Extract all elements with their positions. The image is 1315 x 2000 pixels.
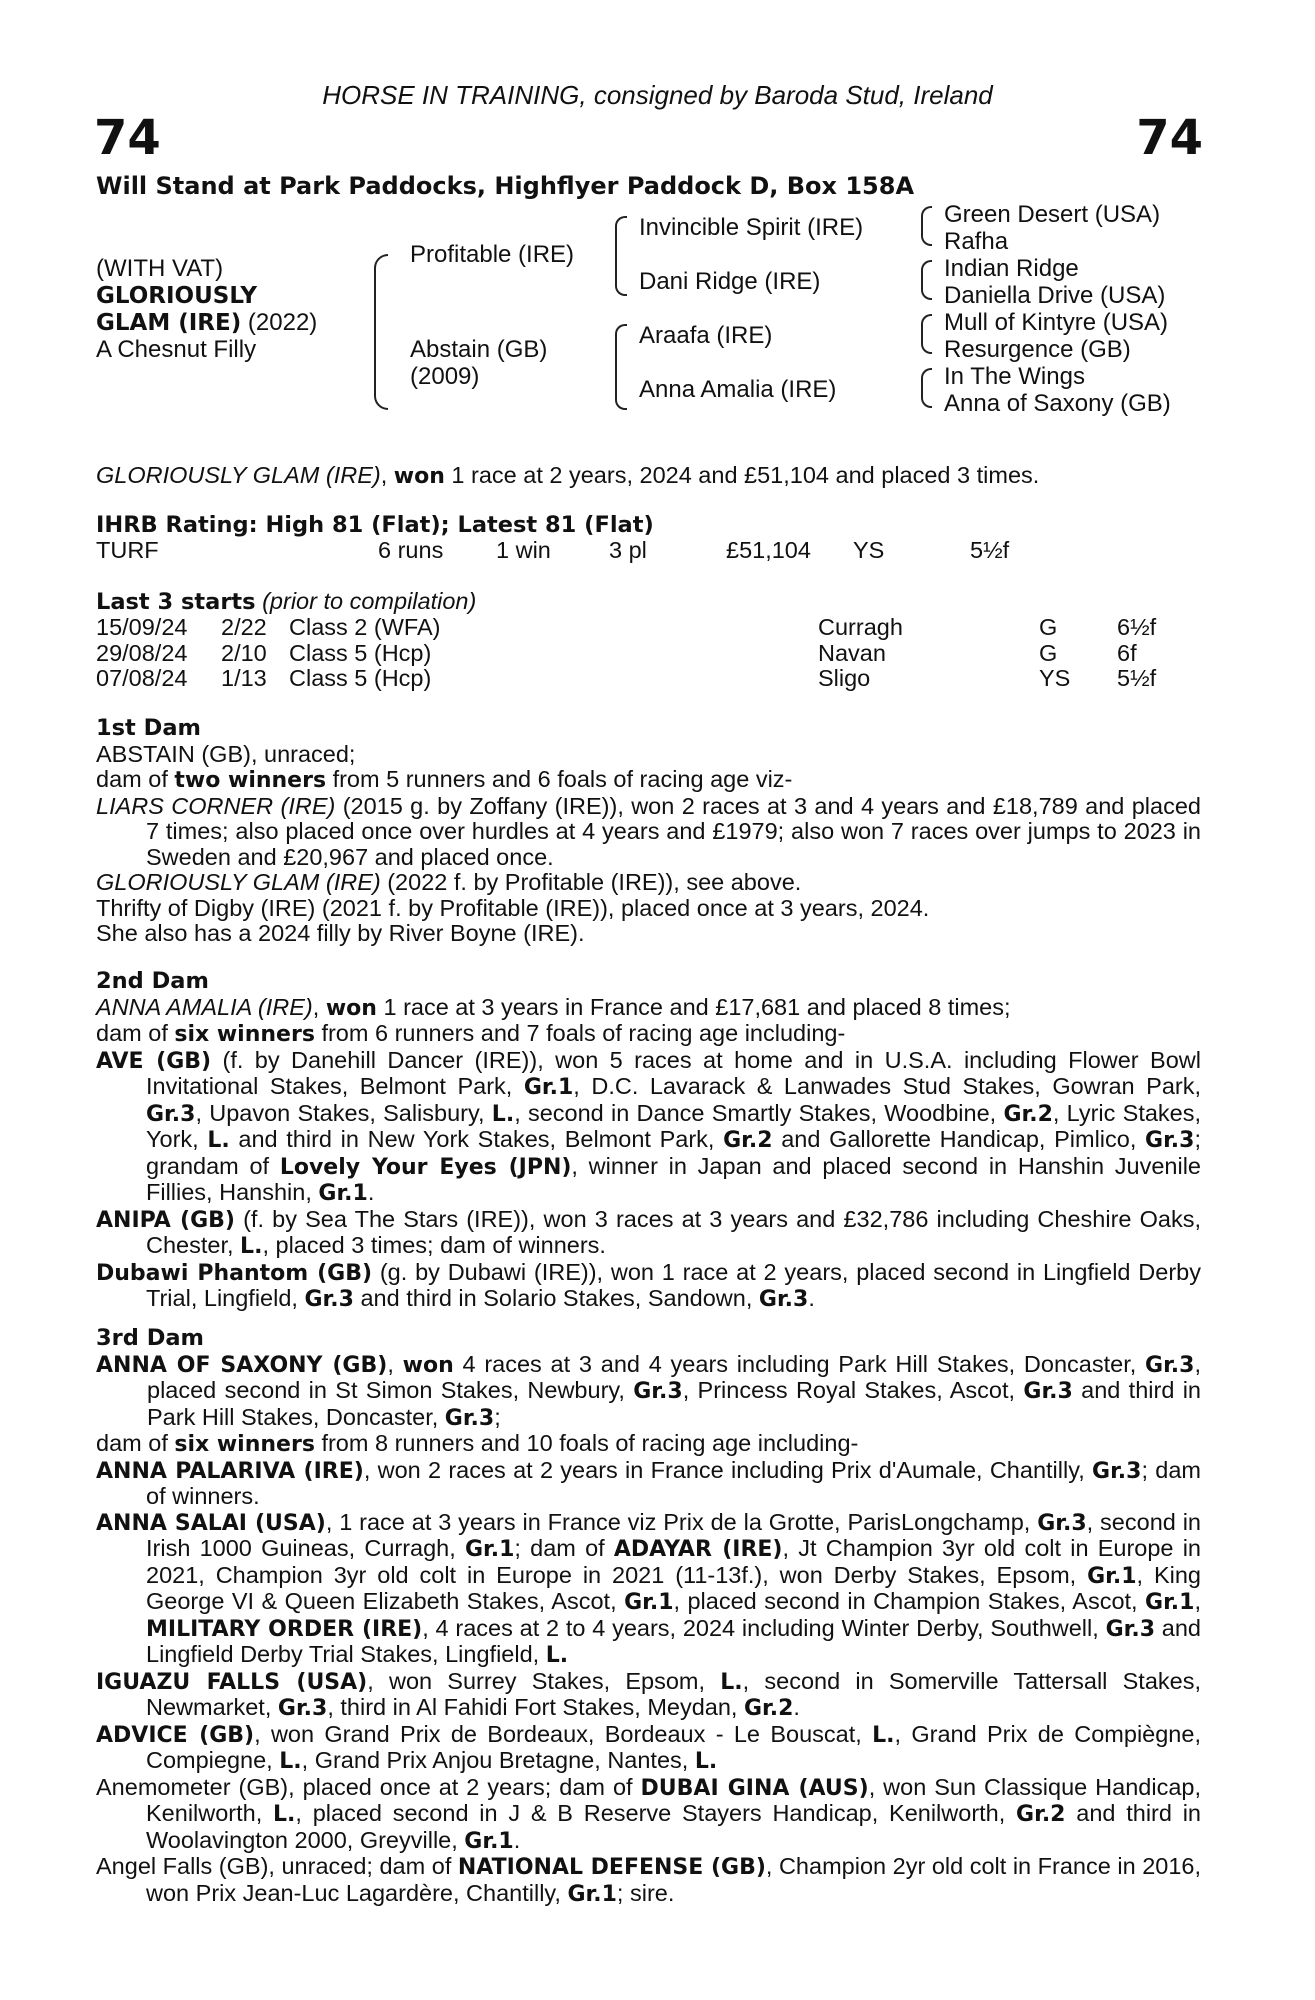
start-going: G [1039, 614, 1058, 640]
start-course: Navan [818, 639, 886, 666]
text: , Champion 2yr old colt in France in 2016, won Prix Jean-Luc Lagardère, Chantilly, [146, 1853, 1201, 1906]
third-dam-entry-advice [96, 1722, 1201, 1775]
start-cls: Class 5 (Hcp) [289, 639, 432, 666]
text: , [1194, 1588, 1201, 1614]
text: , placed second in Champion Stakes, Ascot, [673, 1588, 1146, 1614]
text: and third in Solario Stakes, Sandown, [353, 1285, 759, 1311]
pedigree-gen3-4: Anna Amalia (IRE) [639, 376, 837, 403]
text: . [513, 1826, 521, 1853]
summary-won: won [393, 464, 445, 489]
progeny-name: GLORIOUSLY GLAM (IRE) [96, 869, 381, 895]
last-starts-title [96, 589, 476, 616]
grade: L. [279, 1749, 302, 1774]
text: and Gallorette Handicap, Pimlico, [772, 1126, 1146, 1152]
pedigree-brace-main [374, 254, 388, 410]
grade: Gr.3 [758, 1287, 809, 1312]
start-pos: 2/22 [221, 614, 267, 640]
second-dam-line1 [96, 995, 1201, 1022]
text: dam of [96, 1020, 175, 1046]
second-dam-entry-ave [96, 1048, 1201, 1207]
start-dist: 6f [1117, 639, 1137, 666]
grade: Gr.3 [146, 1101, 196, 1127]
winners-count: six winners [174, 1432, 315, 1457]
text: , Grand Prix de Compiègne, Compiegne, [146, 1720, 1201, 1773]
notable-offspring: DUBAI GINA (AUS) [640, 1775, 869, 1801]
second-dam-entry-dubawi [96, 1260, 1201, 1313]
horse-name-line2: GLAM (IRE) [96, 310, 242, 336]
text: , Lyric Stakes, York, [146, 1099, 1202, 1152]
text: 1 race at 3 years in France and £17,681 and placed 8 times; [376, 993, 1011, 1020]
dam-name: ANNA AMALIA (IRE) [96, 993, 313, 1020]
text: , second in Somerville Tattersall Stakes, Newmarket, [146, 1667, 1201, 1720]
progeny-name: ADVICE (GB) [96, 1722, 255, 1748]
first-dam-entry-1 [96, 794, 1201, 871]
pedigree-brace-sire [615, 216, 627, 296]
text: from 8 runners and 10 foals of racing age including- [314, 1430, 859, 1456]
progeny-name: IGUAZU FALLS (USA) [96, 1669, 368, 1695]
grade: L. [872, 1722, 895, 1748]
text: dam of [96, 766, 175, 792]
third-dam-line2 [96, 1431, 1201, 1458]
rating-placed: 3 pl [609, 537, 647, 563]
text: (g. by Dubawi (IRE)), won 1 race at 2 years, placed second in Lingfield Derby Trial, Lingfield, [146, 1258, 1201, 1311]
grade: Gr.3 [1023, 1379, 1073, 1404]
start-cls: Class 2 (WFA) [289, 614, 441, 640]
first-dam-footer: She also has a 2024 filly by River Boyne (IRE). [96, 920, 585, 946]
start-dist: 6½f [1117, 614, 1157, 640]
grade: Gr.3 [633, 1379, 683, 1404]
horse-description: A Chesnut Filly [96, 336, 257, 363]
start-course: Sligo [818, 665, 871, 691]
start-pos: 2/10 [221, 639, 267, 666]
text: ; dam of winners. [146, 1456, 1201, 1509]
rating-going: YS [853, 537, 885, 563]
third-dam-entry-angel-falls [96, 1854, 1201, 1907]
lot-number-left: 74 [94, 110, 161, 166]
start-date: 29/08/24 [96, 639, 188, 666]
first-dam-heading: 1st Dam [96, 715, 201, 741]
pedigree-gen4-5: Mull of Kintyre (USA) [944, 309, 1169, 336]
pedigree-gen4-4: Daniella Drive (USA) [944, 282, 1166, 309]
text: 4 races at 3 and 4 years including Park Hill Stakes, Doncaster, [453, 1350, 1146, 1377]
start-going: G [1039, 639, 1058, 666]
progeny-name: ANNA SALAI (USA) [96, 1510, 326, 1536]
start-pos: 1/13 [221, 665, 267, 691]
first-dam-line1: ABSTAIN (GB), unraced; [96, 740, 356, 767]
text: . [367, 1179, 375, 1205]
notable-offspring: Lovely Your Eyes (JPN) [279, 1154, 572, 1180]
pedigree-gen4-6: Resurgence (GB) [944, 336, 1131, 363]
grade: L. [545, 1643, 569, 1668]
grade: Gr.2 [723, 1128, 773, 1153]
text: , placed second in St Simon Stakes, Newbury, [147, 1350, 1201, 1403]
pedigree-sire: Profitable (IRE) [410, 241, 575, 268]
text: dam of [96, 1430, 175, 1456]
text: ; dam of [514, 1535, 614, 1561]
progeny-name: ANNA PALARIVA (IRE) [96, 1458, 364, 1484]
start-dist: 5½f [1117, 665, 1157, 691]
text: Anemometer (GB), placed once at 2 years; dam of [96, 1773, 641, 1800]
second-dam-heading: 2nd Dam [96, 968, 209, 994]
text: , King George VI & Queen Elizabeth Stakes, Ascot, [146, 1561, 1202, 1614]
text: and third in New York Stakes, Belmont Park, [229, 1126, 724, 1152]
progeny-text: (2015 g. by Zoffany (IRE)), won 2 races at 3 and 4 years and £18,789 and placed 7 times; also placed once over hurdles at 4 years and £1979; also won 7 races over jumps to 2023 in Sweden and £20,967 and placed once. [146, 792, 1201, 870]
text: , 1 race at 3 years in France viz Prix de la Grotte, ParisLongchamp, [325, 1508, 1038, 1535]
grade: Gr.3 [444, 1405, 495, 1431]
grade: L. [240, 1234, 263, 1259]
third-dam-entry-iguazu [96, 1669, 1201, 1722]
text: . [793, 1694, 800, 1720]
lot-number-right: 74 [1136, 110, 1203, 166]
text: , D.C. Lavarack & Lanwades Stud Stakes, Gowran Park, [573, 1073, 1201, 1099]
start-date: 15/09/24 [96, 614, 188, 640]
grade: L. [720, 1669, 743, 1695]
horse-vat: (WITH VAT) [96, 255, 224, 282]
grade: Gr.2 [1016, 1802, 1066, 1827]
text: ; [494, 1403, 501, 1430]
rating-wins: 1 win [496, 537, 551, 563]
pedigree-brace-g4-2 [921, 260, 932, 300]
text: ; sire. [616, 1879, 675, 1906]
grade: L. [207, 1128, 230, 1153]
text: , second in Irish 1000 Guineas, Curragh, [146, 1508, 1201, 1561]
horse-name-line1: GLORIOUSLY [96, 283, 258, 309]
progeny-text: (2022 f. by Profitable (IRE)), see above. [380, 869, 802, 895]
third-dam-entry-anemometer [96, 1775, 1201, 1855]
first-dam-section [96, 716, 1201, 947]
notable-offspring: ADAYAR (IRE) [613, 1537, 783, 1562]
pedigree-brace-g4-4 [921, 368, 932, 408]
second-dam-section [96, 969, 1201, 1313]
horse-year: (2022) [241, 309, 318, 336]
text: and Lingfield Derby Trial Stakes, Lingfield, [146, 1614, 1201, 1667]
grade: Gr.1 [523, 1075, 574, 1100]
text: , placed second in J & B Reserve Stayers Handicap, Kenilworth, [295, 1800, 1017, 1826]
pedigree-brace-dam [615, 324, 627, 410]
text: . [808, 1285, 815, 1311]
text: , 4 races at 2 to 4 years, 2024 including Winter Derby, Southwell, [422, 1614, 1106, 1641]
last-starts-note: (prior to compilation) [255, 588, 477, 614]
grade: Gr.3 [1092, 1458, 1142, 1484]
grade: L. [694, 1749, 718, 1774]
grade: Gr.3 [1145, 1128, 1195, 1153]
winners-count: six winners [174, 1022, 315, 1047]
pedigree-gen3-3: Araafa (IRE) [639, 322, 773, 349]
text: , winner in Japan and placed second in Hanshin Juvenile Fillies, Hanshin, [146, 1152, 1202, 1205]
start-cls: Class 5 (Hcp) [289, 665, 432, 691]
third-dam-line1 [96, 1352, 1201, 1432]
pedigree-gen4-3: Indian Ridge [944, 255, 1079, 282]
grade: Gr.2 [743, 1696, 794, 1721]
text: from 6 runners and 7 foals of racing age including- [314, 1020, 846, 1046]
won: won [402, 1352, 454, 1378]
text: , third in Al Fahidi Fort Stakes, Meydan, [327, 1694, 744, 1720]
summary-rest: 1 race at 2 years, 2024 and £51,104 and placed 3 times. [444, 462, 1040, 488]
progeny-name: LIARS CORNER (IRE) [96, 792, 336, 819]
race-summary: GLORIOUSLY GLAM (IRE), won 1 race at 2 years, 2024 and £51,104 and placed 3 times. [96, 462, 1040, 489]
grade: Gr.1 [1145, 1590, 1195, 1615]
page-header: HORSE IN TRAINING, consigned by Baroda Stud, Ireland [322, 80, 993, 110]
pedigree-gen4-7: In The Wings [944, 363, 1085, 390]
text: , won 2 races at 2 years in France including Prix d'Aumale, Chantilly, [363, 1456, 1093, 1483]
pedigree-dam: Abstain (GB) [410, 336, 548, 363]
text: , Grand Prix Anjou Bretagne, Nantes, [301, 1747, 695, 1773]
text: and third in Woolavington 2000, Greyville, [146, 1800, 1201, 1853]
first-dam-entry-2 [96, 870, 1201, 896]
pedigree-gen4-2: Rafha [944, 228, 1009, 255]
text: , Jt Champion 3yr old colt in Europe in 2021, Champion 3yr old colt in Europe in 2021 (11-13f.), won Derby Stakes, Epsom, [146, 1535, 1201, 1588]
grade: L. [273, 1802, 296, 1827]
text: , won Grand Prix de Bordeaux, Bordeaux - Le Bouscat, [254, 1720, 873, 1747]
grade: L. [491, 1101, 515, 1127]
grade: Gr.1 [464, 1828, 514, 1854]
grade: Gr.3 [1145, 1352, 1195, 1378]
rating-title: IHRB Rating: High 81 (Flat); Latest 81 (Flat) [96, 512, 654, 538]
pedigree-gen4-1: Green Desert (USA) [944, 201, 1161, 228]
grade: Gr.3 [1037, 1510, 1087, 1536]
pedigree-gen3-1: Invincible Spirit (IRE) [639, 214, 864, 241]
progeny-name: ANIPA (GB) [96, 1207, 235, 1233]
grade: Gr.2 [1003, 1101, 1053, 1127]
winners-count: two winners [174, 768, 327, 793]
third-dam-entry-salai [96, 1510, 1201, 1669]
start-course: Curragh [818, 614, 903, 640]
grade: Gr.1 [318, 1181, 368, 1206]
text: (f. by Sea The Stars (IRE)), won 3 races at 3 years and £32,786 including Cheshire Oaks, Chester, [146, 1205, 1201, 1258]
text: , Princess Royal Stakes, Ascot, [682, 1377, 1024, 1403]
second-dam-entry-anipa [96, 1207, 1201, 1260]
summary-horse-name: GLORIOUSLY GLAM (IRE) [96, 462, 381, 488]
stand-location: Will Stand at Park Paddocks, Highflyer Paddock D, Box 158A [96, 172, 915, 200]
won: won [325, 995, 377, 1021]
third-dam-section [96, 1326, 1201, 1907]
text: , won Sun Classique Handicap, Kenilworth, [146, 1773, 1202, 1826]
notable-offspring: NATIONAL DEFENSE (GB) [457, 1855, 766, 1880]
text: Angel Falls (GB), unraced; dam of [96, 1853, 458, 1879]
start-going: YS [1039, 665, 1071, 691]
pedigree-gen3-2: Dani Ridge (IRE) [639, 268, 821, 295]
text: , [387, 1350, 403, 1377]
text: , second in Dance Smartly Stakes, Woodbine, [514, 1099, 1004, 1126]
progeny-name: AVE (GB) [96, 1048, 212, 1074]
grade: Gr.3 [304, 1287, 354, 1312]
second-dam-line2 [96, 1021, 1201, 1048]
pedigree-gen4-8: Anna of Saxony (GB) [944, 390, 1171, 417]
notable-offspring: MILITARY ORDER (IRE) [146, 1616, 423, 1642]
third-dam-heading: 3rd Dam [96, 1325, 204, 1351]
horse-name-line2-wrap [96, 309, 317, 337]
first-dam-line2 [96, 767, 1201, 794]
grade: Gr.1 [567, 1881, 617, 1907]
third-dam-entry-palariva [96, 1458, 1201, 1510]
text: ; grandam of [146, 1126, 1201, 1179]
text: (f. by Danehill Dancer (IRE)), won 5 races at home and in U.S.A. including Flower Bowl Invitational Stakes, Belmont Park, [146, 1046, 1201, 1099]
grade: Gr.3 [277, 1696, 328, 1721]
grade: Gr.1 [464, 1537, 515, 1562]
first-dam-entry-3: Thrifty of Digby (IRE) (2021 f. by Profitable (IRE)), placed once at 3 years, 2024. [96, 894, 930, 921]
text: , [312, 993, 326, 1020]
pedigree-brace-g4-3 [921, 314, 932, 354]
pedigree-dam-year: (2009) [410, 363, 480, 390]
grade: Gr.1 [1087, 1563, 1137, 1589]
text: , Upavon Stakes, Salisbury, [195, 1099, 492, 1126]
start-date: 07/08/24 [96, 665, 188, 691]
text: and third in Park Hill Stakes, Doncaster, [147, 1377, 1201, 1430]
rating-surface: TURF [96, 537, 159, 563]
text: , won Surrey Stakes, Epsom, [367, 1667, 721, 1694]
grade: Gr.1 [624, 1590, 674, 1615]
pedigree-brace-g4-1 [921, 206, 932, 246]
text: from 5 runners and 6 foals of racing age viz- [326, 766, 793, 792]
rating-earnings: £51,104 [726, 537, 811, 563]
text: , placed 3 times; dam of winners. [262, 1232, 606, 1258]
rating-distance: 5½f [970, 537, 1010, 563]
dam-name: ANNA OF SAXONY (GB) [96, 1352, 388, 1378]
progeny-name: Dubawi Phantom (GB) [96, 1260, 373, 1286]
rating-runs: 6 runs [378, 537, 444, 563]
last-starts-heading: Last 3 starts [96, 589, 256, 615]
grade: Gr.3 [1105, 1616, 1155, 1642]
